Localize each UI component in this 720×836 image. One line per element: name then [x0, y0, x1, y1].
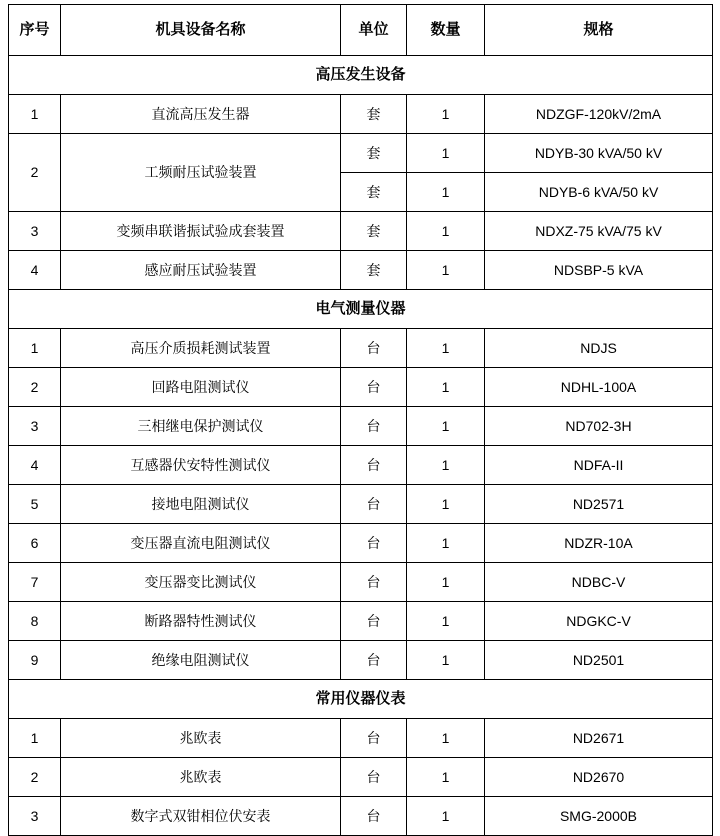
table-row	[9, 251, 713, 290]
cell-qty: 1	[407, 446, 485, 485]
cell-no: 2	[9, 758, 61, 797]
cell-no: 3	[9, 407, 61, 446]
cell-name: 兆欧表	[61, 758, 341, 797]
cell-spec: NDYB-6 kVA/50 kV	[485, 173, 713, 212]
section-title: 高压发生设备	[9, 56, 713, 95]
cell-qty: 1	[407, 134, 485, 173]
cell-spec: ND702-3H	[485, 407, 713, 446]
cell-unit: 套	[341, 173, 407, 212]
cell-name: 感应耐压试验装置	[61, 251, 341, 290]
cell-unit: 台	[341, 602, 407, 641]
table-row	[9, 95, 713, 134]
cell-unit: 台	[341, 407, 407, 446]
cell-name: 互感器伏安特性测试仪	[61, 446, 341, 485]
column-header-name: 机具设备名称	[61, 5, 341, 56]
cell-unit: 套	[341, 134, 407, 173]
table-row	[9, 758, 713, 797]
cell-spec: NDFA-II	[485, 446, 713, 485]
cell-unit: 台	[341, 368, 407, 407]
cell-spec: ND2501	[485, 641, 713, 680]
cell-qty: 1	[407, 407, 485, 446]
table-row	[9, 134, 713, 173]
cell-unit: 台	[341, 446, 407, 485]
cell-qty: 1	[407, 368, 485, 407]
cell-unit: 套	[341, 212, 407, 251]
cell-unit: 套	[341, 251, 407, 290]
cell-unit: 台	[341, 524, 407, 563]
cell-unit: 台	[341, 485, 407, 524]
section-row	[9, 290, 713, 329]
cell-name: 兆欧表	[61, 719, 341, 758]
cell-name: 变压器变比测试仪	[61, 563, 341, 602]
table-row	[9, 797, 713, 836]
cell-qty: 1	[407, 797, 485, 836]
cell-name: 直流高压发生器	[61, 95, 341, 134]
table-row	[9, 407, 713, 446]
table-row	[9, 719, 713, 758]
table-row	[9, 602, 713, 641]
table-row	[9, 368, 713, 407]
section-title: 常用仪器仪表	[9, 680, 713, 719]
cell-spec: NDBC-V	[485, 563, 713, 602]
cell-qty: 1	[407, 719, 485, 758]
table-row	[9, 563, 713, 602]
cell-name: 回路电阻测试仪	[61, 368, 341, 407]
cell-unit: 台	[341, 719, 407, 758]
cell-spec: NDHL-100A	[485, 368, 713, 407]
cell-no: 9	[9, 641, 61, 680]
cell-no: 3	[9, 797, 61, 836]
table-row	[9, 524, 713, 563]
section-row	[9, 680, 713, 719]
cell-qty: 1	[407, 485, 485, 524]
section-title: 电气测量仪器	[9, 290, 713, 329]
cell-qty: 1	[407, 524, 485, 563]
table-row	[9, 329, 713, 368]
cell-no: 2	[9, 368, 61, 407]
cell-unit: 台	[341, 563, 407, 602]
cell-name: 变压器直流电阻测试仪	[61, 524, 341, 563]
column-header-no: 序号	[9, 5, 61, 56]
cell-name: 变频串联谐振试验成套装置	[61, 212, 341, 251]
cell-no: 4	[9, 446, 61, 485]
cell-qty: 1	[407, 758, 485, 797]
cell-qty: 1	[407, 563, 485, 602]
cell-no: 5	[9, 485, 61, 524]
cell-name: 高压介质损耗测试装置	[61, 329, 341, 368]
cell-spec: SMG-2000B	[485, 797, 713, 836]
cell-qty: 1	[407, 212, 485, 251]
cell-unit: 台	[341, 758, 407, 797]
cell-spec: ND2671	[485, 719, 713, 758]
cell-unit: 台	[341, 797, 407, 836]
cell-spec: NDZR-10A	[485, 524, 713, 563]
cell-name: 数字式双钳相位伏安表	[61, 797, 341, 836]
cell-spec: ND2670	[485, 758, 713, 797]
equipment-table-body	[9, 5, 713, 836]
table-row	[9, 641, 713, 680]
cell-no: 6	[9, 524, 61, 563]
cell-spec: NDYB-30 kVA/50 kV	[485, 134, 713, 173]
table-row	[9, 485, 713, 524]
cell-spec: ND2571	[485, 485, 713, 524]
cell-no: 1	[9, 329, 61, 368]
cell-name: 接地电阻测试仪	[61, 485, 341, 524]
cell-unit: 台	[341, 641, 407, 680]
cell-unit: 台	[341, 329, 407, 368]
cell-name: 三相继电保护测试仪	[61, 407, 341, 446]
table-row	[9, 446, 713, 485]
cell-unit: 套	[341, 95, 407, 134]
cell-spec: NDSBP-5 kVA	[485, 251, 713, 290]
cell-name: 工频耐压试验装置	[61, 134, 341, 212]
cell-no: 8	[9, 602, 61, 641]
cell-qty: 1	[407, 329, 485, 368]
cell-no: 1	[9, 719, 61, 758]
cell-name: 绝缘电阻测试仪	[61, 641, 341, 680]
cell-qty: 1	[407, 173, 485, 212]
column-header-spec: 规格	[485, 5, 713, 56]
cell-qty: 1	[407, 95, 485, 134]
cell-qty: 1	[407, 602, 485, 641]
cell-no: 1	[9, 95, 61, 134]
cell-spec: NDGKC-V	[485, 602, 713, 641]
cell-spec: NDZGF-120kV/2mA	[485, 95, 713, 134]
equipment-table	[8, 4, 713, 836]
cell-no: 4	[9, 251, 61, 290]
column-header-unit: 单位	[341, 5, 407, 56]
cell-qty: 1	[407, 251, 485, 290]
section-row	[9, 56, 713, 95]
cell-no: 3	[9, 212, 61, 251]
cell-name: 断路器特性测试仪	[61, 602, 341, 641]
table-row	[9, 212, 713, 251]
cell-spec: NDJS	[485, 329, 713, 368]
cell-spec: NDXZ-75 kVA/75 kV	[485, 212, 713, 251]
cell-no: 2	[9, 134, 61, 212]
table-header-row	[9, 5, 713, 56]
cell-qty: 1	[407, 641, 485, 680]
column-header-qty: 数量	[407, 5, 485, 56]
cell-no: 7	[9, 563, 61, 602]
